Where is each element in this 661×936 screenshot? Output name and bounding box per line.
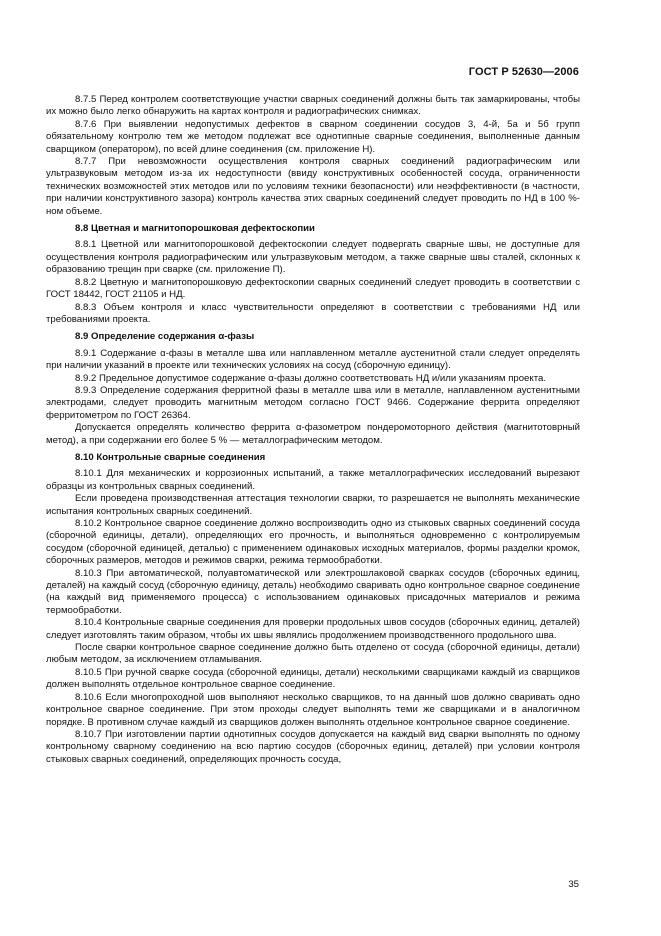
clause-8-8-2: 8.8.2 Цветную и магнитопорошковую дефектоскопии сварных соединений следует проводить в соответствии с ГОСТ 18442, ГОСТ 21105 и НД. [46, 276, 580, 301]
section-heading-8-9: 8.9 Определение содержания α-фазы [75, 331, 255, 343]
clause-8-10-4-note: После сварки контрольное сварное соединение должно быть отделено от сосуда (сборочной единицы, детали) любым методом, за исключением отламывания. [46, 642, 580, 666]
clause-8-10-3: 8.10.3 При автоматической, полуавтоматической или электрошлаковой сварках сосудов (сборочных единиц, деталей) на каждый сосуд (сборочную единицу, деталь) необходимо сваривать одно контрольное сварное соединение (на каждый вид применяемого процесса) с использованием одинаковых присадочных материалов и режима термообработки. [46, 567, 580, 616]
section-heading-8-8: 8.8 Цветная и магнитопорошковая дефектоскопии [75, 223, 315, 235]
clause-8-10-7: 8.10.7 При изготовлении партии однотипных сосудов допускается на каждый вид сварки выполнять по одному контрольному сварному соединению на всю партию сосудов (сборочных единиц, деталей) при условии контроля стыковых сварных соединений, определяющих прочность сосуда, [46, 728, 580, 765]
clause-8-9-2: 8.9.2 Предельное допустимое содержание α-фазы должно соответствовать НД и/или указаниям проекта. [75, 372, 546, 384]
clause-8-10-5: 8.10.5 При ручной сварке сосуда (сборочной единицы, детали) несколькими сварщиками каждый из сварщиков должен выполнять отдельное контрольное сварное соединение. [46, 666, 580, 691]
clause-8-10-6: 8.10.6 Если многопроходной шов выполняют несколько сварщиков, то на данный шов должно сваривать одно контрольное сварное соединение. При этом проходы следует выполнять теми же сварщиками и в аналогичном порядке. В противном случае каждый из сварщиков должен выполнять отдельное контрольное сварное соединение. [46, 691, 580, 728]
clause-8-7-7: 8.7.7 При невозможности осуществления контроля сварных соединений радиографическим или ультразвуковым методом из-за их недоступности (ввиду конструктивных особенностей сосуда, ограниченности технических возможностей этих методов или по условиям техники безопасности) или неэффективности (в частности, при наличии конструктивного зазора) контроль качества этих сварных соединений следует проводить по НД в 100 %-ном объеме. [46, 156, 580, 217]
clause-8-9-3-note: Допускается определять количество феррита α-фазометром пондеромоторного действия (магнитотоврный метод), а при содержании его более 5 % — металлографическим методом. [46, 422, 580, 446]
clause-8-7-5: 8.7.5 Перед контролем соответствующие участки сварных соединений должны быть так замаркированы, чтобы их можно было легко обнаружить на картах контроля и радиографических снимках. [46, 94, 580, 118]
page-number: 35 [568, 879, 579, 890]
clause-8-9-3: 8.9.3 Определение содержания ферритной фазы в металле шва или в металле, наплавленном аустенитными электродами, следует проводить магнитным методом согласно ГОСТ 9466. Содержание феррита определяют ферритометром по ГОСТ 26364. [46, 384, 580, 421]
section-heading-8-10: 8.10 Контрольные сварные соединения [75, 451, 266, 463]
clause-8-10-1: 8.10.1 Для механических и коррозионных испытаний, а также металлографических исследований вырезают образцы из контрольных сварных соединений. [46, 468, 580, 492]
clause-8-10-2: 8.10.2 Контрольное сварное соединение должно воспроизводить одно из стыковых сварных соединений сосуда (сборочной единицы, детали), определяющих его прочность, и выполняться одновременно с контролируемым сосудом (сборочной единицей, деталью) с применением одинаковых исходных материалов, формы разделки кромок, сборочных размеров, методов и режимов сварки, режима термообработки. [46, 518, 580, 567]
document-body [46, 94, 580, 766]
clause-8-8-3: 8.8.3 Объем контроля и класс чувствительности определяют в соответствии с требованиями НД или требованиями проекта. [46, 301, 580, 325]
clause-8-9-1: 8.9.1 Содержание α-фазы в металле шва или наплавленном металле аустенитной стали следует определять при наличии указаний в проекте или технических условиях на сосуд (сборочную единицу). [46, 347, 580, 372]
clause-8-10-4: 8.10.4 Контрольные сварные соединения для проверки продольных швов сосудов (сборочных единиц, деталей) следует изготовлять таким образом, чтобы их швы являлись продолжением производственного продольного шва. [46, 617, 580, 641]
standard-header: ГОСТ Р 52630—2006 [468, 66, 579, 78]
clause-8-8-1: 8.8.1 Цветной или магнитопорошковой дефектоскопии следует подвергать сварные швы, не доступные для осуществления контроля радиографическим или ультразвуковым методом, а также сварные швы сталей, склонных к образованию трещин при сварке (см. приложение П). [46, 239, 580, 276]
clause-8-10-1-note: Если проведена производственная аттестация технологии сварки, то разрешается не выполнять механические испытания контрольных сварных соединений. [46, 493, 580, 517]
clause-8-7-6: 8.7.6 При выявлении недопустимых дефектов в сварном соединении сосудов 3, 4-й, 5а и 5б групп обязательному контролю тем же методом подлежат все однотипные сварные соединения, выполненные данным сварщиком (оператором), по всей длине соединения (см. приложение Н). [46, 118, 580, 155]
